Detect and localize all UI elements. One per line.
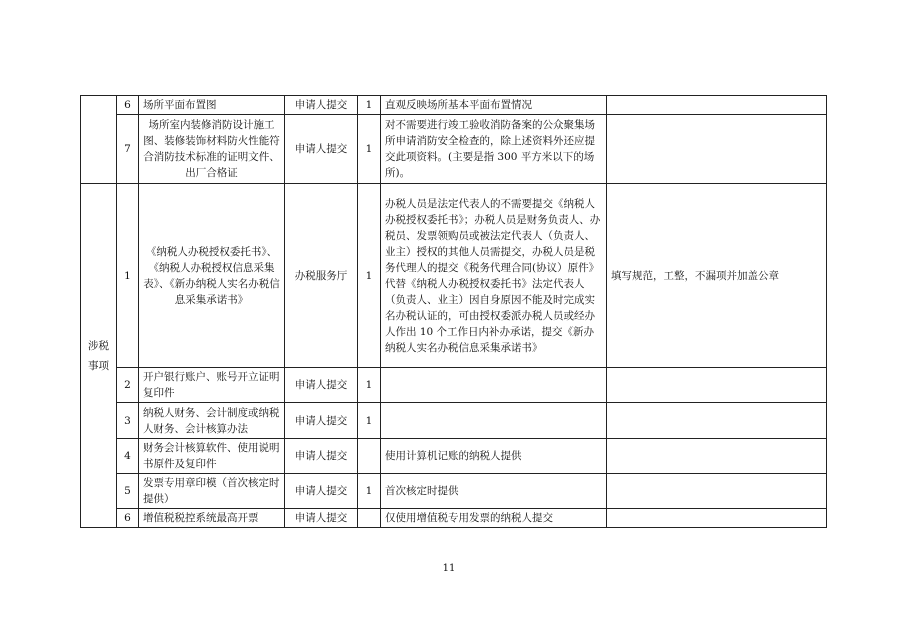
row-number: 3	[117, 403, 139, 439]
note-cell: 直观反映场所基本平面布置情况	[381, 96, 607, 115]
count-cell: 1	[358, 368, 381, 403]
submitter-cell: 申请人提交	[285, 368, 358, 403]
material-cell: 《纳税人办税授权委托书》、《纳税人办税授权信息采集表》、《新办纳税人实名办税信息采集承诺书》	[139, 184, 285, 368]
table-row	[81, 509, 827, 528]
row-number: 5	[117, 474, 139, 509]
requirement-cell	[607, 96, 827, 115]
requirements-table	[80, 95, 827, 528]
row-number: 2	[117, 368, 139, 403]
table-row	[81, 115, 827, 184]
submitter-cell: 办税服务厅	[285, 184, 358, 368]
category-cell: 涉税事项	[81, 184, 117, 528]
requirement-cell	[607, 474, 827, 509]
row-number: 6	[117, 96, 139, 115]
count-cell: 1	[358, 474, 381, 509]
count-cell	[358, 439, 381, 474]
material-cell: 开户银行账户、账号开立证明复印件	[139, 368, 285, 403]
requirement-cell	[607, 439, 827, 474]
note-cell: 办税人员是法定代表人的不需要提交《纳税人办税授权委托书》；办税人员是财务负责人、办税员、发票领购员或被法定代表人（负责人、业主）授权的其他人员需提交，办税人员是税务代理人的提交《税务代理合同(协议）原件》代替《纳税人办税授权委托书》法定代表人（负责人、业主）因自身原因不能及时完成实名办税认证的，可由授权委派办税人员或经办人作出 10 个工作日内补办承诺，提交《新办纳税人实名办税信息采集承诺书》	[381, 184, 607, 368]
row-number: 6	[117, 509, 139, 528]
submitter-cell: 申请人提交	[285, 474, 358, 509]
table-row	[81, 474, 827, 509]
table-row	[81, 403, 827, 439]
note-cell	[381, 368, 607, 403]
table-row	[81, 96, 827, 115]
requirement-cell	[607, 368, 827, 403]
row-number: 4	[117, 439, 139, 474]
requirement-cell: 填写规范，工整，不漏项并加盖公章	[607, 184, 827, 368]
count-cell: 1	[358, 115, 381, 184]
count-cell: 1	[358, 403, 381, 439]
material-cell: 场所室内装修消防设计施工图、装修装饰材料防火性能符合消防技术标准的证明文件、出厂合格证	[139, 115, 285, 184]
note-cell: 仅使用增值税专用发票的纳税人提交	[381, 509, 607, 528]
submitter-cell: 申请人提交	[285, 509, 358, 528]
note-cell: 使用计算机记账的纳税人提供	[381, 439, 607, 474]
table-row	[81, 184, 827, 368]
count-cell	[358, 509, 381, 528]
submitter-cell: 申请人提交	[285, 115, 358, 184]
count-cell: 1	[358, 96, 381, 115]
note-cell: 首次核定时提供	[381, 474, 607, 509]
material-cell: 场所平面布置图	[139, 96, 285, 115]
table-row	[81, 368, 827, 403]
count-cell: 1	[358, 184, 381, 368]
row-number: 7	[117, 115, 139, 184]
submitter-cell: 申请人提交	[285, 96, 358, 115]
material-cell: 纳税人财务、会计制度或纳税人财务、会计核算办法	[139, 403, 285, 439]
material-cell: 增值税税控系统最高开票	[139, 509, 285, 528]
requirement-cell	[607, 115, 827, 184]
material-cell: 财务会计核算软件、使用说明书原件及复印件	[139, 439, 285, 474]
note-cell: 对不需要进行竣工验收消防备案的公众聚集场所申请消防安全检查的，除上述资料外还应提交此项资料。(主要是指 300 平方米以下的场所)。	[381, 115, 607, 184]
note-cell	[381, 403, 607, 439]
material-cell: 发票专用章印模（首次核定时提供）	[139, 474, 285, 509]
submitter-cell: 申请人提交	[285, 439, 358, 474]
submitter-cell: 申请人提交	[285, 403, 358, 439]
requirement-cell	[607, 403, 827, 439]
requirement-cell	[607, 509, 827, 528]
category-cell-empty	[81, 96, 117, 184]
row-number: 1	[117, 184, 139, 368]
page-number: 11	[442, 563, 456, 574]
table-row	[81, 439, 827, 474]
